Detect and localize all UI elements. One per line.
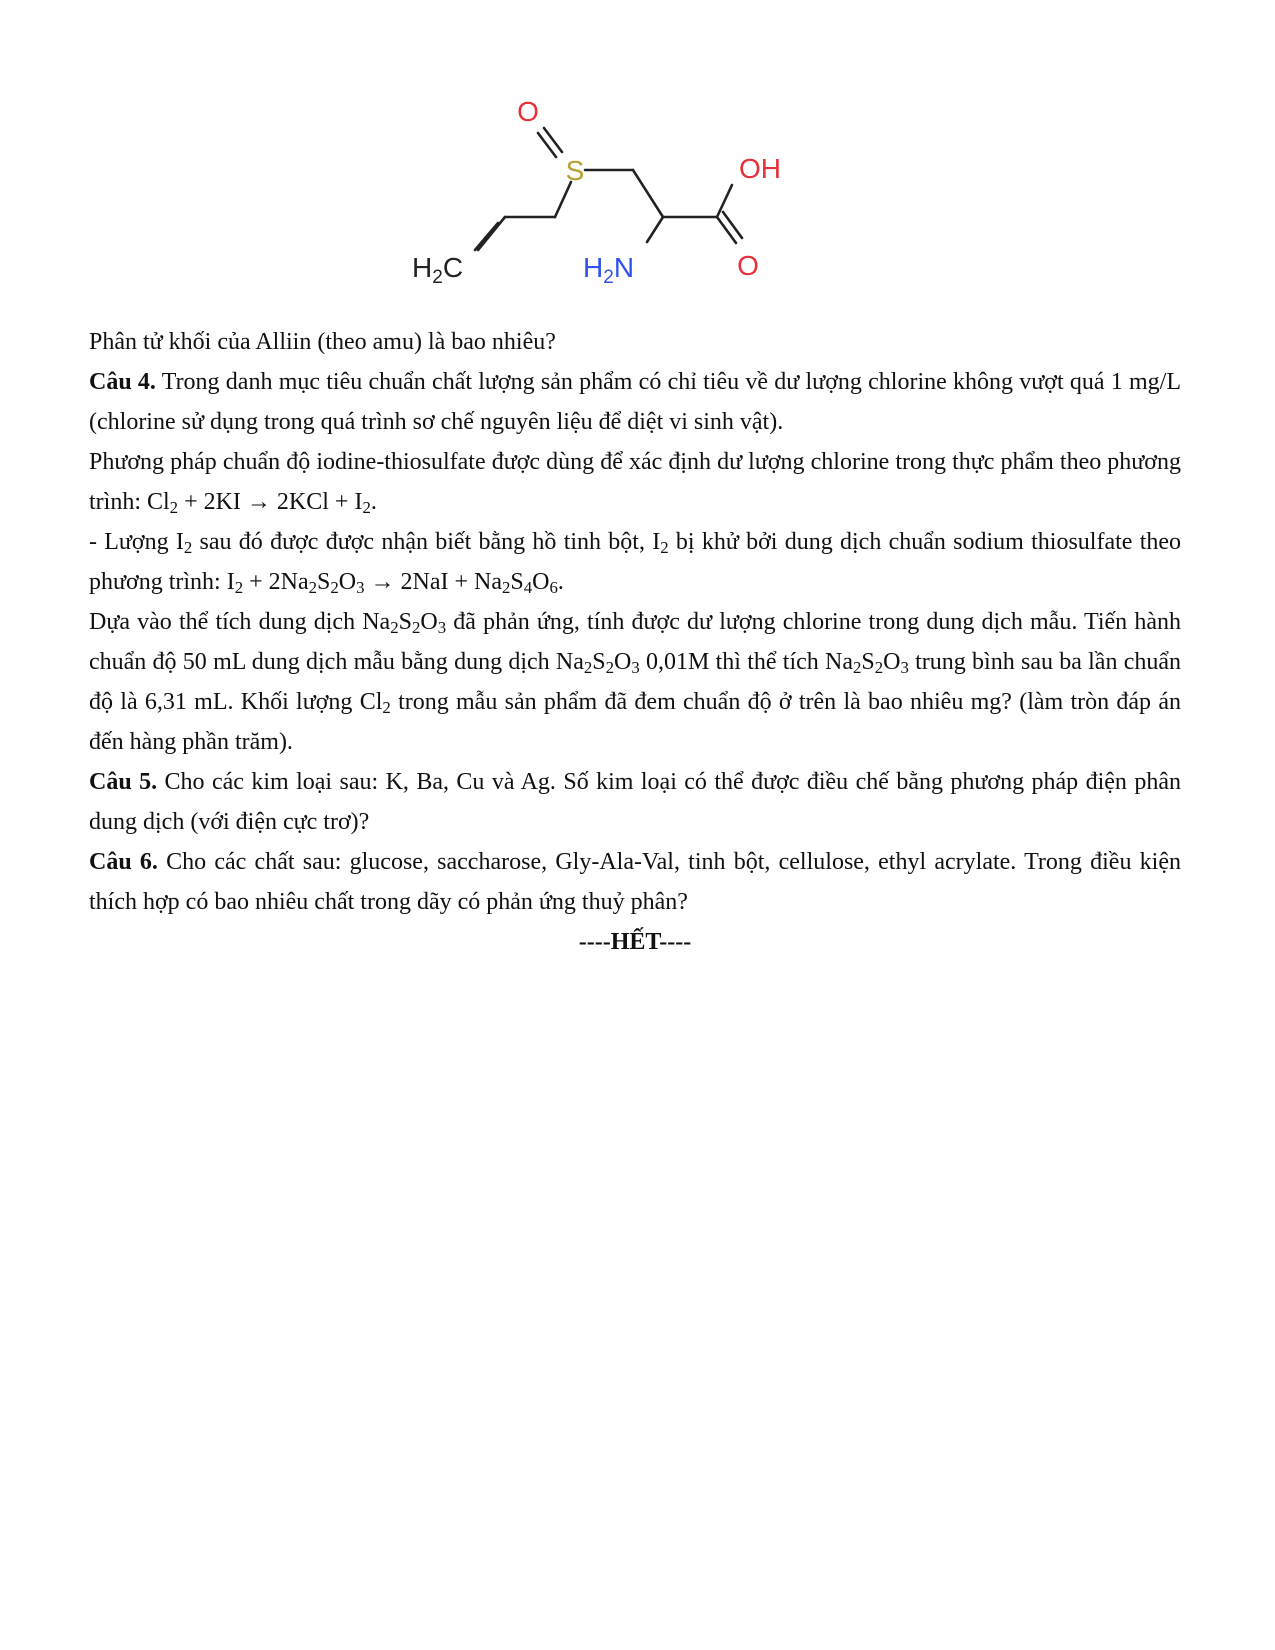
bond-ch-ch2-2 [475,223,498,250]
bond-ch-ch2-1 [478,217,505,250]
question-text-block [89,322,1181,962]
question-4-titration: - Lượng $I_2$ sau đó được được nhận biết bằng hồ tinh bột, $I_2$ bị khử bởi dung dịch chuẩn sodium thiosulfate theo phương trình: $I_2 + 2Na_2S_2O_3 \to 2NaI + Na_2S_4O_6$. [89,529,1182,598]
bond-s-o-2 [538,133,556,157]
alliin-question-tail: Phân tử khối của Alliin (theo amu) là bao nhiêu? [89,329,556,355]
bond-ch2-calpha [633,170,663,217]
question-6: Câu 6. Cho các chất sau: glucose, saccharose, Gly-Ala-Val, tinh bột, cellulose, ethyl acrylate. Trong điều kiện thích hợp có bao nhiêu chất trong dãy có phản ứng thuỷ phân? [89,849,1181,915]
carbonyl-oxygen-label: O [737,250,759,281]
question-5-label: Câu 5. [89,769,158,795]
amino-group-label: $H_2N$ [583,252,635,288]
question-4-calculation: Dựa vào thể tích dung dịch $Na_2S_2O_3$ đã phản ứng, tính được dư lượng chlorine trong dung dịch mẫu. Tiến hành chuẩn độ 50 mL dung dịch mẫu bằng dung dịch $Na_2S_2O_3$ 0,01M thì thể tích $Na_2S_2O_3$ trung bình sau ba lần chuẩn độ là 6,31 mL. Khối lượng $Cl_2$ trong mẫu sản phẩm đã đem chuẩn độ ở trên là bao nhiêu mg? (làm tròn đáp án đến hàng phần trăm). [89,609,1182,755]
bond-c-o-1 [717,217,736,243]
question-4-method: Phương pháp chuẩn độ iodine-thiosulfate được dùng để xác định dư lượng chlorine trong thực phẩm theo phương trình: $Cl_2 + 2KI \to 2KCl + I_2$. [89,449,1181,518]
question-6-label: Câu 6. [89,849,158,875]
ch2-group-label: $H_2C$ [412,252,464,288]
sulfur-atom-label: S [565,155,585,186]
oxygen-atom-label: O [517,96,539,127]
end-mark: ----HẾT---- [578,929,692,955]
bond-calpha-n [647,217,663,242]
hydroxyl-label: OH [739,153,781,184]
bond-c-o-2 [723,212,742,238]
question-4-label: Câu 4. [89,369,156,395]
bond-s-ch2-allyl [555,182,571,217]
bond-s-o-1 [544,128,562,152]
alliin-structure-diagram [412,90,820,300]
question-5: Câu 5. Cho các kim loại sau: K, Ba, Cu và Ag. Số kim loại có thể được điều chế bằng phương pháp điện phân dung dịch (với điện cực trơ)? [89,769,1181,835]
question-4-intro: Câu 4. Trong danh mục tiêu chuẩn chất lượng sản phẩm có chỉ tiêu về dư lượng chlorine không vượt quá 1 mg/L (chlorine sử dụng trong quá trình sơ chế nguyên liệu để diệt vi sinh vật). [89,369,1181,435]
